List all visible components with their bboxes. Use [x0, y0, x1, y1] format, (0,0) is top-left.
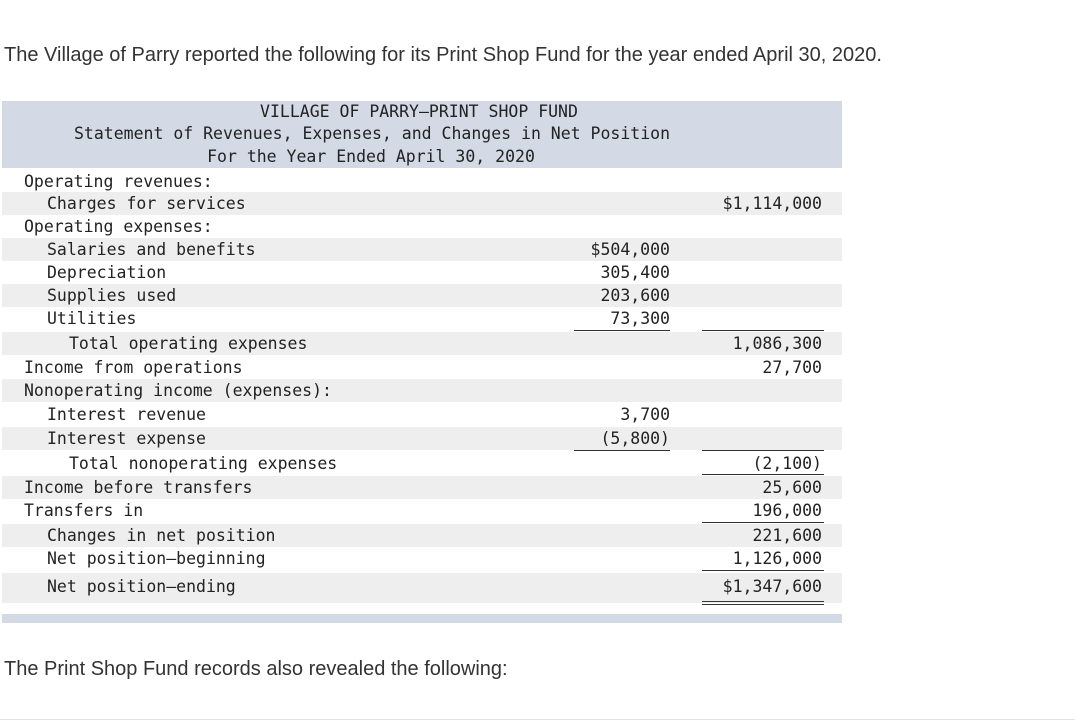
row-total: 27,700 — [762, 358, 822, 377]
row-label: Utilities — [47, 309, 137, 328]
underline — [702, 450, 824, 451]
row-label: Income before transfers — [24, 478, 253, 497]
row-total: 25,600 — [762, 478, 822, 497]
underline — [574, 450, 670, 451]
table-row — [2, 379, 842, 402]
table-row — [2, 284, 842, 307]
statement-table — [2, 101, 842, 623]
row-amount: 73,300 — [610, 309, 670, 328]
row-total: 221,600 — [752, 526, 822, 545]
table-row — [2, 476, 842, 499]
row-label: Interest revenue — [47, 405, 206, 424]
row-label: Changes in net position — [47, 526, 276, 545]
row-amount: 305,400 — [600, 263, 670, 282]
row-total: 1,086,300 — [732, 334, 822, 353]
row-label: Charges for services — [47, 194, 246, 213]
row-label: Supplies used — [47, 286, 177, 305]
table-row — [2, 261, 842, 284]
table-row — [2, 170, 842, 193]
table-row — [2, 238, 842, 261]
underline — [574, 330, 670, 331]
table-row — [2, 547, 842, 570]
row-label: Net position—ending — [47, 577, 236, 596]
row-label: Operating expenses: — [24, 217, 213, 236]
row-amount: $504,000 — [590, 240, 670, 259]
row-total: $1,347,600 — [722, 577, 822, 596]
double-underline-top — [702, 601, 824, 602]
table-row — [2, 356, 842, 379]
row-amount: 3,700 — [620, 405, 670, 424]
underline — [702, 474, 824, 475]
underline — [702, 570, 824, 571]
statement-footer — [2, 614, 842, 623]
table-row — [2, 332, 842, 355]
statement-period: For the Year Ended April 30, 2020 — [207, 147, 535, 166]
row-label: Total nonoperating expenses — [69, 454, 338, 473]
row-label: Transfers in — [24, 501, 144, 520]
row-amount: 203,600 — [600, 286, 670, 305]
bottom-divider — [0, 719, 1075, 720]
row-label: Total operating expenses — [69, 334, 308, 353]
row-label: Salaries and benefits — [47, 240, 256, 259]
statement-subtitle: Statement of Revenues, Expenses, and Changes in Net Position — [73, 124, 671, 143]
row-label: Interest expense — [47, 429, 206, 448]
row-label: Depreciation — [47, 263, 167, 282]
table-row — [2, 499, 842, 522]
table-row — [2, 192, 842, 215]
row-label: Nonoperating income (expenses): — [24, 381, 332, 400]
table-row — [2, 452, 842, 475]
underline — [702, 522, 824, 523]
row-total: (2,100) — [752, 454, 822, 473]
underline — [702, 330, 824, 331]
table-row — [2, 403, 842, 426]
row-label: Income from operations — [24, 358, 243, 377]
row-label: Operating revenues: — [24, 172, 213, 191]
table-row — [2, 524, 842, 547]
table-row — [2, 427, 842, 450]
intro-text: The Village of Parry reported the following for its Print Shop Fund for the year ended April 30, 2020. — [4, 44, 882, 66]
statement-title: VILLAGE OF PARRY—PRINT SHOP FUND — [260, 102, 578, 121]
double-underline-bottom — [702, 604, 824, 605]
row-total: $1,114,000 — [722, 194, 822, 213]
table-row — [2, 307, 842, 330]
row-total: 196,000 — [752, 501, 822, 520]
row-label: Net position—beginning — [47, 549, 266, 568]
row-total: 1,126,000 — [732, 549, 822, 568]
outro-text: The Print Shop Fund records also revealed the following: — [4, 658, 508, 680]
statement-header — [2, 101, 842, 168]
table-row — [2, 573, 842, 603]
row-amount: (5,800) — [600, 429, 670, 448]
table-row — [2, 215, 842, 238]
